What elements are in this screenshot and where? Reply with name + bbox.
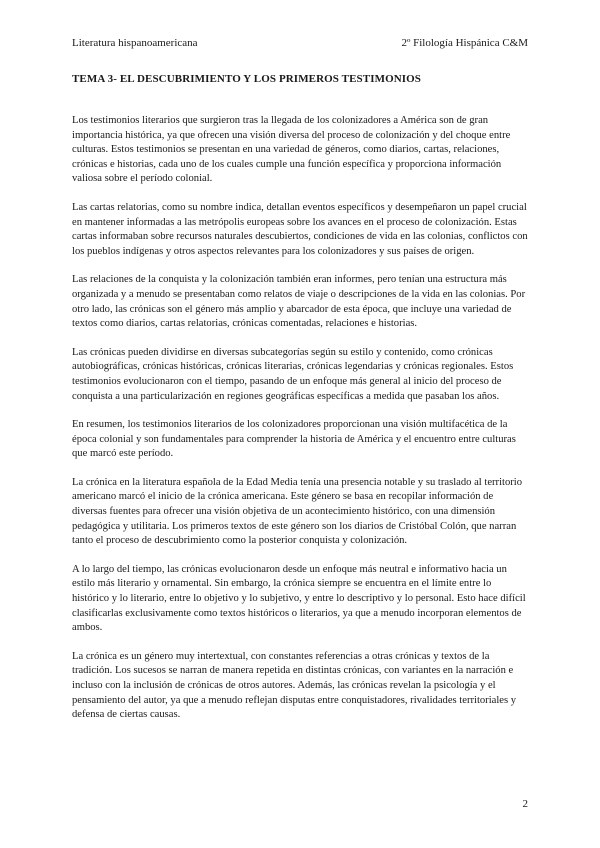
paragraph: Las cartas relatorias, como su nombre indica, detallan eventos específicos y desempeñaron un papel crucial en mantener informadas a las metrópolis europeas sobre los avances en el proceso de colonización. Estas cartas informaban sobre recursos naturales descubiertos, condiciones de vida en las colonias, conflictos con los pueblos indígenas y otros aspectos relevantes para los colonizadores y sus países de origen.: [72, 201, 528, 257]
paragraph: Los testimonios literarios que surgieron tras la llegada de los colonizadores a América son de gran importancia histórica, ya que ofrecen una visión diversa del proceso de colonización y del choque entre culturas. Estos testimonios se presentan en una variedad de géneros, como diarios, cartas, relaciones, crónicas e historias, cada uno de los cuales cumple una función específica y proporciona información valiosa sobre el período colonial.: [72, 115, 511, 185]
page-number: 2: [522, 798, 528, 810]
paragraph: Las crónicas pueden dividirse en diversas subcategorías según su estilo y contenido, como crónicas autobiográficas, crónicas históricas, crónicas literarias, crónicas legendarias y crónicas regionales. Estos testimonios evolucionaron con el tiempo, pasando de un enfoque más general al inicio del proceso de conquista a una particularización en regiones geográficas específicas a medida que pasaban los años.: [72, 346, 514, 402]
header-degree-label: 2º Filología Hispánica C&M: [401, 37, 528, 49]
section-title: TEMA 3- EL DESCUBRIMIENTO Y LOS PRIMEROS TESTIMONIOS: [72, 73, 422, 85]
paragraph: Las relaciones de la conquista y la colonización también eran informes, pero tenían una estructura más organizada y a menudo se presentaban como relatos de viaje o descripciones de la vida en las colonias. Por otro lado, las crónicas son el género más amplio y abarcador de esta época, que incluye una variedad de textos como diarios, cartas relatorias, crónicas comentadas, relaciones e historias.: [72, 274, 526, 330]
paragraph: A lo largo del tiempo, las crónicas evolucionaron desde un enfoque más neutral e informativo hacia un estilo más literario y ornamental. Sin embargo, la crónica siempre se encuentra en el límite entre lo histórico y lo literario, entre lo objetivo y lo subjetivo, y entre lo descriptivo y lo personal. Esto hace difícil clasificarlas exclusivamente como textos históricos o literarios, ya que a menudo incorporan elementos de ambos.: [72, 563, 526, 634]
page-header: [72, 36, 528, 50]
document-body: [72, 114, 530, 737]
header-course-name: Literatura hispanoamericana: [72, 37, 198, 49]
paragraph: La crónica en la literatura española de la Edad Media tenía una presencia notable y su traslado al territorio americano marcó el inicio de la crónica americana. Este género se basa en recopilar información de diversas fuentes para ofrecer una visión objetiva de un acontecimiento histórico, con una dimensión pedagógica y utilitaria. Los primeros textos de este género son los diarios de Cristóbal Colón, que narran tanto el proceso de descubrimiento como la posterior conquista y colonización.: [72, 476, 523, 547]
paragraph: En resumen, los testimonios literarios de los colonizadores proporcionan una visión multifacética de la época colonial y son fundamentales para comprender la historia de América y el encuentro entre culturas que marcó este período.: [72, 419, 516, 460]
paragraph: La crónica es un género muy intertextual, con constantes referencias a otras crónicas y textos de la tradición. Los sucesos se narran de manera repetida en distintas crónicas, con variantes en la narración e incluso con la inclusión de crónicas de otros autores. Además, las crónicas revelan la psicología y el pensamiento del autor, ya que a menudo reflejan disputas entre conquistadores, rivalidades territoriales y defensa de ciertas causas.: [72, 650, 517, 721]
